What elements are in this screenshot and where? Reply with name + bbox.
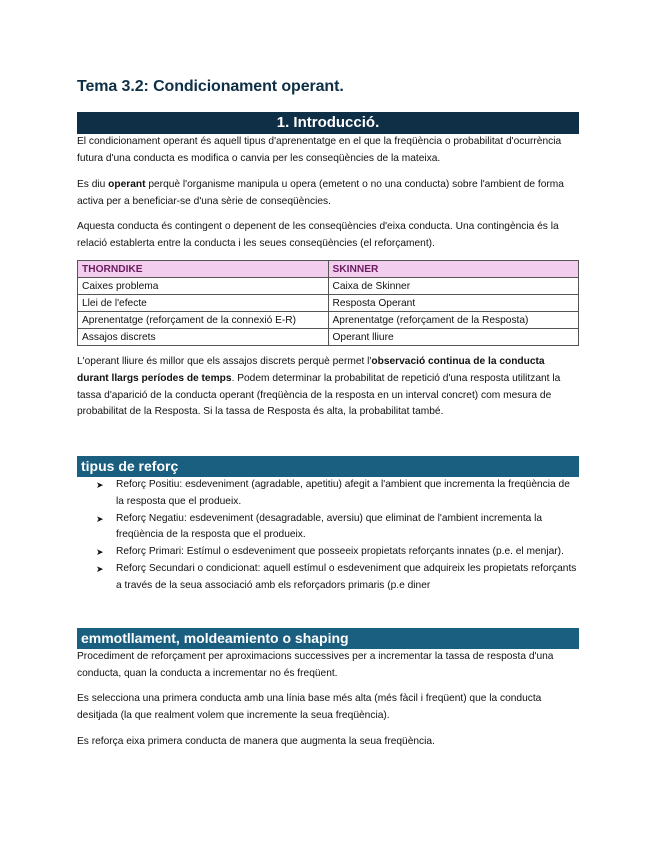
reinforcement-list: [77, 477, 579, 595]
free-operant-paragraph: [77, 354, 579, 421]
intro-paragraph-1: El condicionament operant és aquell tipus d'aprenentatge en el que la freqüència o probabilitat d'ocurrència futura d'una conducta es modifica o canvia per les conseqüències de la mateixa.: [77, 136, 562, 164]
table-cell: Caixa de Skinner: [328, 278, 579, 295]
list-item: [77, 511, 579, 545]
intro-paragraph-3: Aquesta conducta és contingent o depenent de les conseqüències d'eixa conducta. Una contingència és la relació establerta entre la conducta i les seues conseqüències (el reforçament).: [77, 221, 559, 249]
intro-p2-text-post: perquè l'organisme manipula u opera (emetent o no una conducta) sobre l'ambient de forma activa per a beneficiar-se d'una sèrie de conseqüències.: [77, 179, 564, 207]
table-cell: Assajos discrets: [78, 329, 329, 346]
arrow-bullet-icon: ➤: [96, 547, 104, 558]
arrow-bullet-icon: ➤: [96, 563, 104, 574]
p4-bold: observació continua de la conducta durant llargs períodes de temps: [77, 356, 545, 384]
list-item-text: Reforç Primari: Estímul o esdeveniment que posseeix propietats reforçants innates (p.e. el menjar).: [116, 546, 564, 558]
list-item: [77, 561, 579, 595]
table-cell: Aprenentatge (reforçament de la Resposta): [328, 312, 579, 329]
table-row: [78, 295, 579, 312]
shaping-paragraph-3: Es reforça eixa primera conducta de manera que augmenta la seua freqüència.: [77, 736, 435, 747]
section-banner-introduction: 1. Introducció.: [77, 112, 579, 134]
table-row: [78, 329, 579, 346]
list-item: [77, 477, 579, 511]
shaping-paragraph-2: Es selecciona una primera conducta amb una línia base més alta (més fàcil i freqüent) que la conducta desitjada (la que realment volem que incremente la seua freqüència).: [77, 693, 542, 721]
list-item-text: Reforç Secundari o condicionat: aquell estímul o esdeveniment que adquireix les propietats reforçants a través de la seua associació amb els reforçadors primaris (p.e diner: [116, 562, 577, 591]
comparison-table: [77, 260, 579, 346]
table-cell: Caixes problema: [78, 278, 329, 295]
p4-text-post: . Podem determinar la probabilitat de repetició d'una resposta utilitzant la tassa d'aparició de la conducta operant (freqüència de la resposta en un interval concret) com mesura de probabilitat de la Resposta. Si la tassa de Resposta és alta, la probabilitat també.: [77, 372, 561, 418]
intro-p2-bold: operant: [108, 179, 146, 190]
table-header-row: [78, 261, 579, 278]
table-header-thorndike: THORNDIKE: [78, 261, 329, 278]
intro-paragraph-2: [77, 177, 579, 211]
table-row: [78, 278, 579, 295]
list-item: [77, 544, 579, 561]
p4-text-pre: L'operant lliure és millor que els assajos discrets perquè permet l': [77, 356, 372, 367]
table-row: [78, 312, 579, 329]
table-cell: Resposta Operant: [328, 295, 579, 312]
page-title: Tema 3.2: Condicionament operant.: [77, 78, 344, 95]
intro-p2-text-pre: Es diu: [77, 179, 109, 190]
table-cell: Llei de l'efecte: [78, 295, 329, 312]
arrow-bullet-icon: ➤: [96, 480, 104, 490]
arrow-bullet-icon: ➤: [96, 513, 104, 524]
table-header-skinner: SKINNER: [328, 261, 579, 278]
list-item-text: Reforç Positiu: esdeveniment (agradable, apetitiu) afegit a l'ambient que incrementa la freqüència de la resposta que el produeix.: [116, 479, 570, 507]
list-item-text: Reforç Negatiu: esdeveniment (desagradable, aversiu) que eliminat de l'ambient incrementa la freqüència de la resposta que el produeix.: [116, 512, 543, 541]
table-cell: Operant lliure: [328, 329, 579, 346]
table-cell: Aprenentatge (reforçament de la connexió E-R): [78, 312, 329, 329]
section-heading-reinforcement-types: tipus de reforç: [77, 456, 579, 477]
shaping-paragraph-1: Procediment de reforçament per aproximacions successives per a incrementar la tassa de resposta d'una conducta, quan la conducta a incrementar no és freqüent.: [77, 651, 554, 679]
section-heading-shaping: emmotllament, moldeamiento o shaping: [77, 628, 579, 649]
